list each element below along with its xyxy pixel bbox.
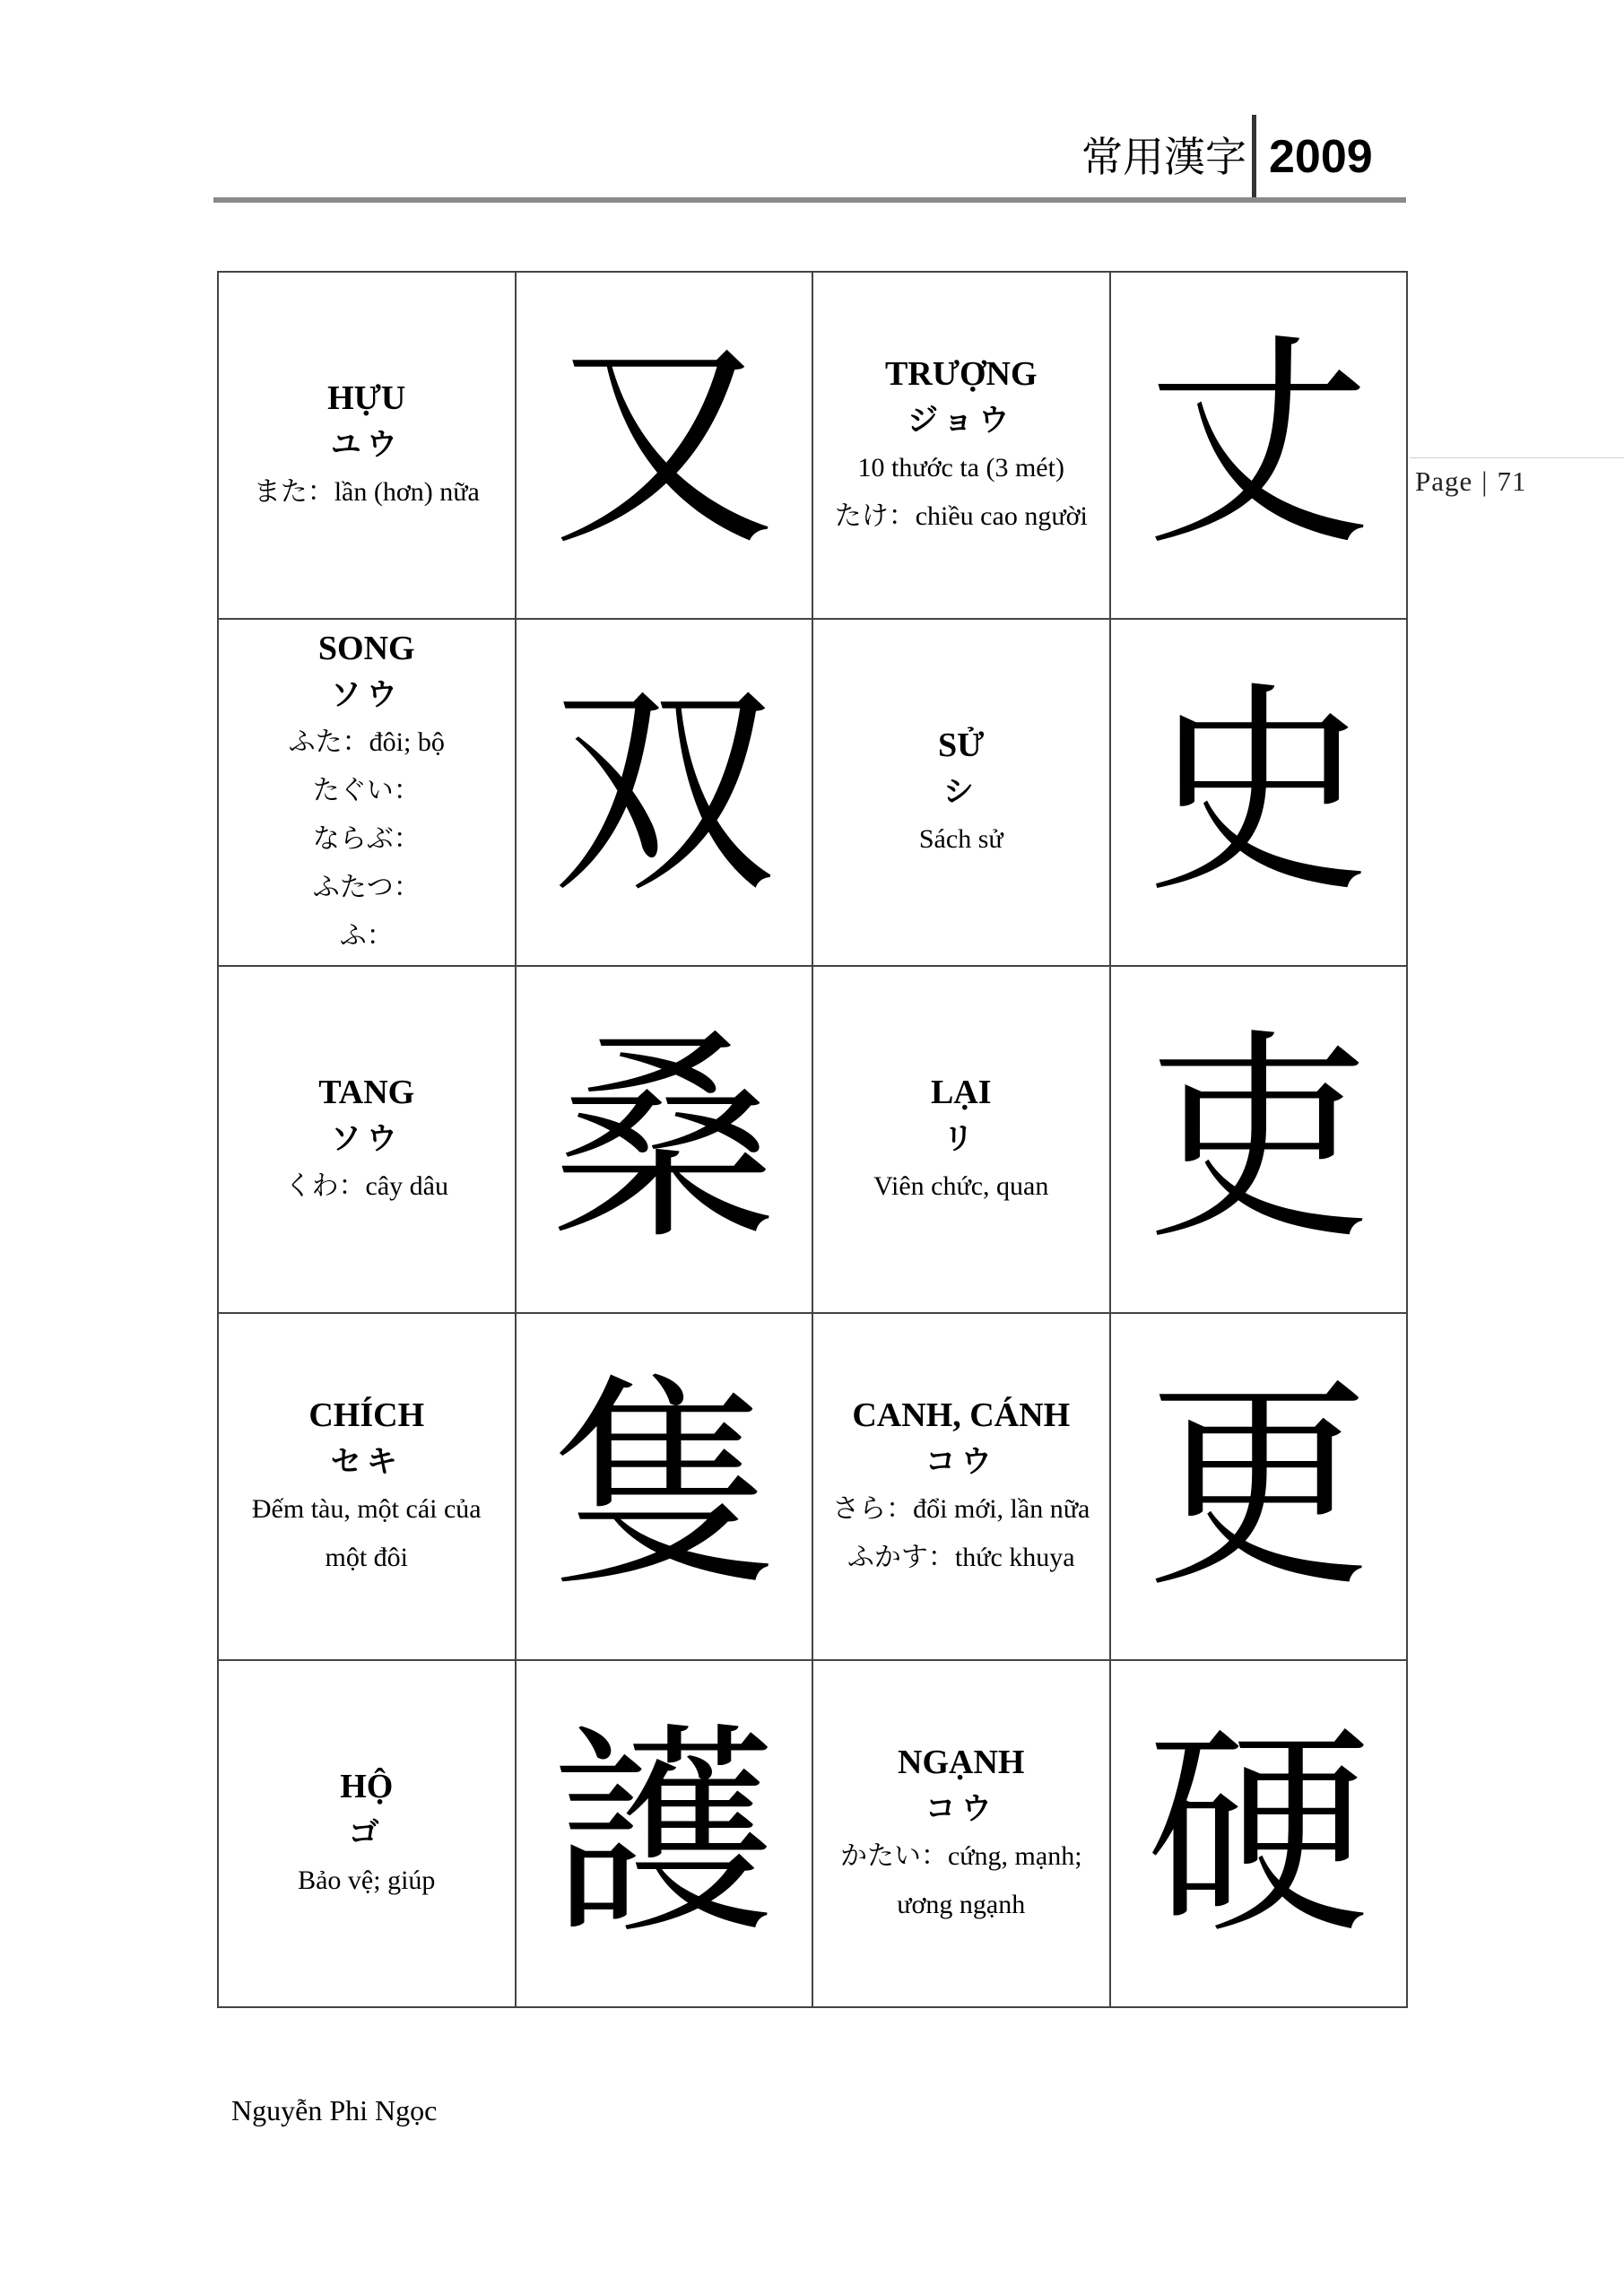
kanji-meaning-line: また：lần (hơn) nữa (253, 476, 480, 507)
footer-author: Nguyễn Phi Ngọc (231, 2094, 438, 2126)
page-number-value: 71 (1497, 465, 1527, 497)
kanji-meaning-line: ならぶ： (312, 823, 421, 854)
kanji-table (217, 271, 1408, 2008)
kanji-sino-vietnamese-name: SONG (317, 629, 415, 667)
kanji-meaning-line: ương ngạnh (897, 1889, 1026, 1919)
kanji-sino-vietnamese-name: TRƯỢNG (884, 354, 1038, 393)
kanji-on-reading: セキ (330, 1443, 403, 1480)
kanji-info-cell (218, 966, 516, 1313)
kanji-meaning-line: さら：đổi mới, lần nữa (832, 1493, 1090, 1524)
kanji-sino-vietnamese-name: SỬ (938, 726, 985, 764)
kanji-meaning-line: một đôi (325, 1542, 408, 1572)
kanji-info-cell (812, 1313, 1110, 1660)
table-row (218, 966, 1407, 1313)
kanji-meaning-line: くわ：cây dâu (284, 1170, 448, 1201)
kanji-meaning-line: Bảo vệ; giúp (298, 1865, 436, 1895)
kanji-on-reading: シ (942, 773, 979, 810)
kanji-table-body (218, 272, 1407, 2007)
kanji-character: 又 (516, 272, 813, 619)
page-label: Page (1415, 465, 1473, 497)
kanji-info-cell (218, 272, 516, 619)
kanji-info-cell (218, 1660, 516, 2007)
page-number (1415, 459, 1621, 504)
table-row (218, 272, 1407, 619)
kanji-sino-vietnamese-name: LẠI (930, 1073, 992, 1111)
kanji-meaning-line: Viên chức, quan (873, 1170, 1049, 1201)
kanji-meaning-line: ふた：đôi; bộ (288, 726, 445, 757)
kanji-on-reading: ソウ (330, 1120, 403, 1157)
header-title: 常用漢字 (1081, 133, 1246, 181)
kanji-info-cell (812, 1660, 1110, 2007)
kanji-meaning-line: たぐい： (312, 775, 421, 805)
kanji-info-cell (218, 1313, 516, 1660)
table-row (218, 1313, 1407, 1660)
kanji-on-reading: ゴ (348, 1814, 385, 1851)
kanji-meaning-line: ふかす：thức khuya (847, 1542, 1075, 1572)
kanji-character: 双 (516, 619, 813, 966)
table-row (218, 619, 1407, 966)
page-number-rule (1410, 457, 1624, 458)
kanji-sino-vietnamese-name: HỰU (327, 378, 406, 417)
kanji-sino-vietnamese-name: HỘ (340, 1767, 394, 1805)
kanji-character: 桑 (516, 966, 813, 1313)
kanji-info-cell (218, 619, 516, 966)
kanji-meaning-line: ふたつ： (312, 872, 421, 902)
kanji-on-reading: ジョウ (908, 402, 1015, 439)
kanji-character: 隻 (516, 1313, 813, 1660)
kanji-character: 硬 (1110, 1660, 1408, 2007)
kanji-meaning-line: Đếm tàu, một cái của (251, 1493, 482, 1524)
kanji-meaning-line: かたい：cứng, mạnh; (839, 1840, 1082, 1871)
kanji-sino-vietnamese-name: NGẠNH (898, 1743, 1025, 1781)
kanji-meaning-line: ふ： (339, 920, 394, 951)
kanji-sino-vietnamese-name: TANG (318, 1073, 415, 1111)
kanji-character: 護 (516, 1660, 813, 2007)
kanji-character: 史 (1110, 619, 1408, 966)
page-separator: | (1481, 465, 1489, 497)
kanji-info-cell (812, 272, 1110, 619)
kanji-on-reading: ユウ (330, 426, 403, 463)
kanji-info-cell (812, 619, 1110, 966)
kanji-sino-vietnamese-name: CHÍCH (308, 1396, 425, 1434)
kanji-character: 更 (1110, 1313, 1408, 1660)
kanji-meaning-line: たけ：chiều cao người (834, 500, 1088, 531)
header-divider (1252, 115, 1256, 203)
kanji-on-reading: ソウ (330, 676, 403, 713)
table-row (218, 1660, 1407, 2007)
kanji-meaning-line: Sách sử (918, 823, 1003, 854)
kanji-info-cell (812, 966, 1110, 1313)
header-rule (213, 197, 1406, 203)
kanji-on-reading: リ (942, 1120, 979, 1157)
header-year: 2009 (1269, 131, 1373, 183)
kanji-character: 丈 (1110, 272, 1408, 619)
kanji-on-reading: コウ (925, 1790, 997, 1827)
kanji-meaning-line: 10 thước ta (3 mét) (857, 452, 1064, 483)
kanji-sino-vietnamese-name: CANH, CÁNH (852, 1396, 1071, 1434)
kanji-on-reading: コウ (925, 1443, 997, 1480)
kanji-character: 吏 (1110, 966, 1408, 1313)
